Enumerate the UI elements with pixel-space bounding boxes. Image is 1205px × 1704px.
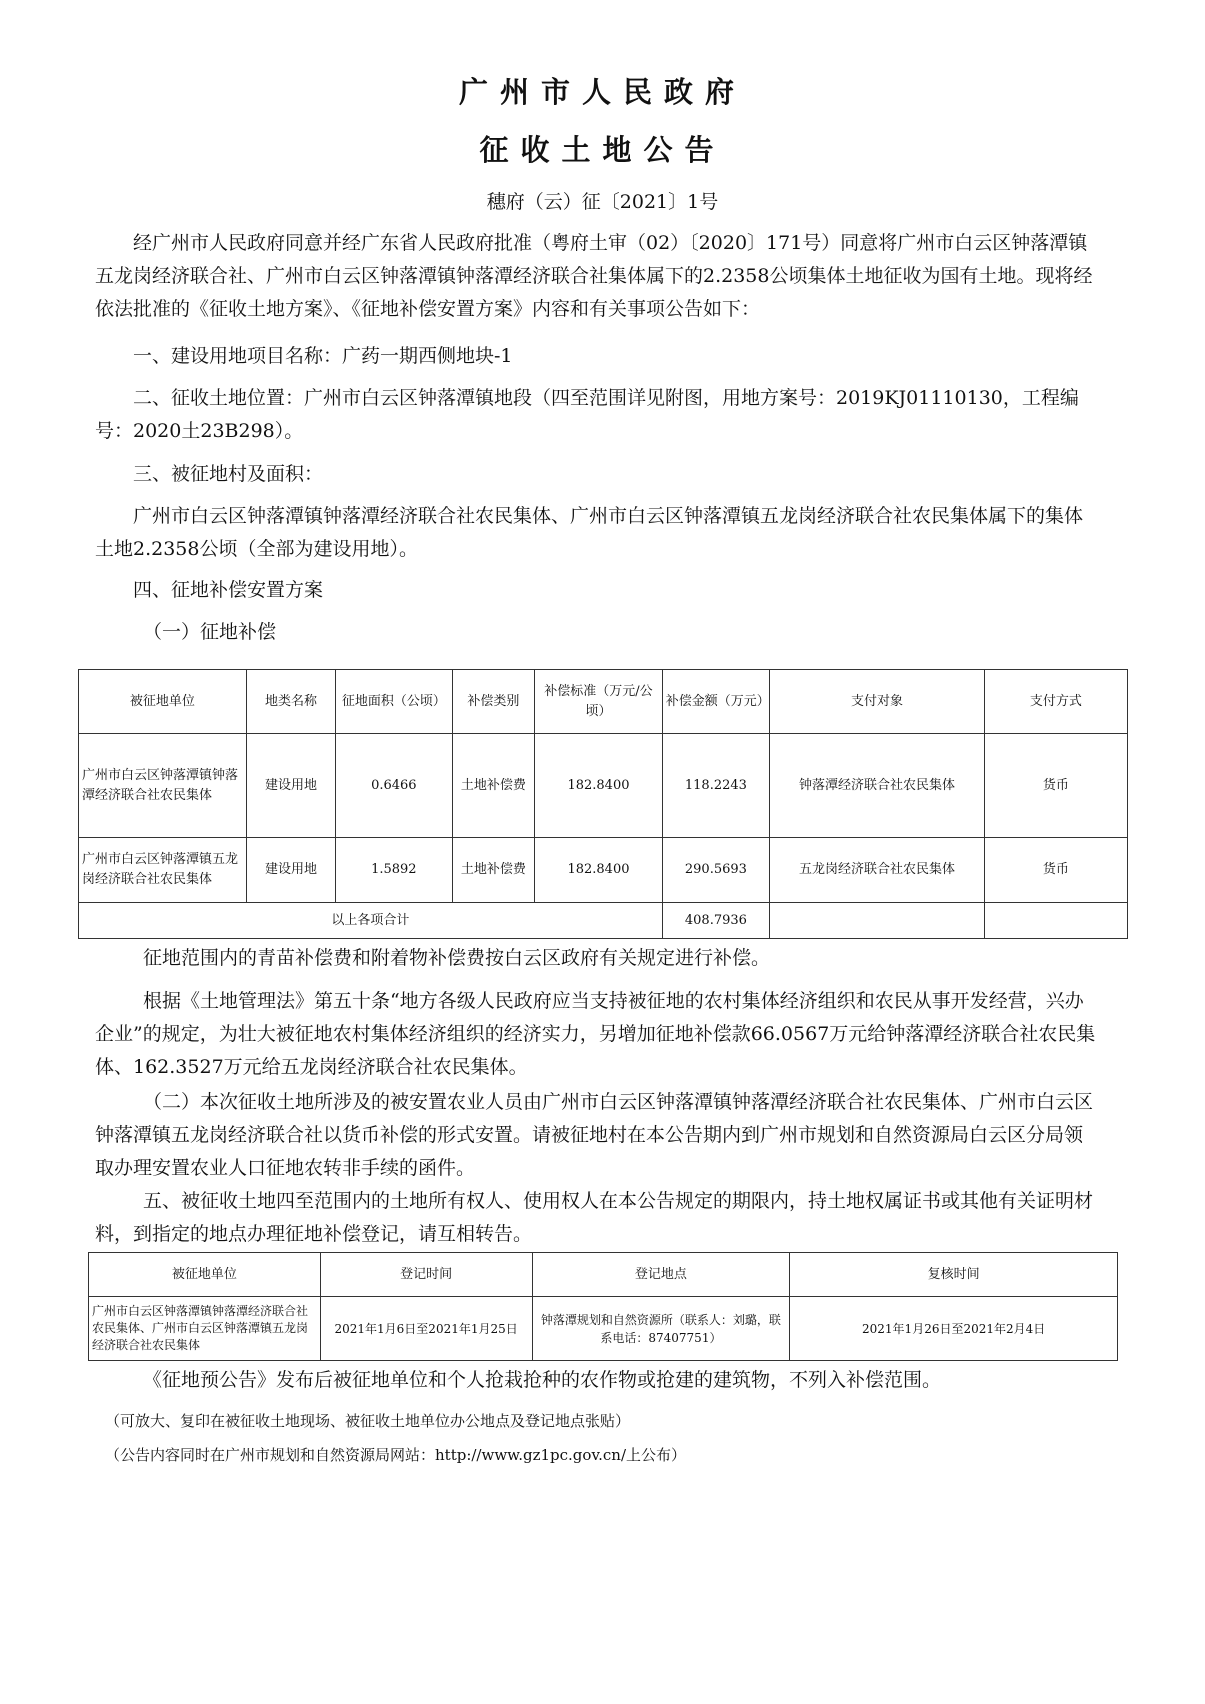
cell-payee: 钟落潭经济联合社农民集体 <box>770 734 985 838</box>
cell-category: 土地补偿费 <box>452 838 535 903</box>
table-row <box>79 734 1128 838</box>
resettlement-paragraph: （二）本次征收土地所涉及的被安置农业人员由广州市白云区钟落潭镇钟落潭经济联合社农民集体、广州市白云区钟落潭镇五龙岗经济联合社以货币补偿的形式安置。请被征地村在本公告期内到广州市规划和自然资源局白云区分局领取办理安置农业人口征地农转非手续的函件。 <box>95 1091 1094 1179</box>
header-cell: 支付对象 <box>770 670 985 734</box>
item-4: 四、征地补偿安置方案 <box>133 579 324 601</box>
header-cell: 补偿标准（万元/公顷） <box>535 670 662 734</box>
table-total-row <box>79 903 1128 939</box>
header-cell: 地类名称 <box>246 670 335 734</box>
cell-payment-method: 货币 <box>984 734 1127 838</box>
item-4-sub-1: （一）征地补偿 <box>143 621 277 643</box>
item-3-detail: 广州市白云区钟落潭镇钟落潭经济联合社农民集体、广州市白云区钟落潭镇五龙岗经济联合社农民集体属下的集体土地2.2358公顷（全部为建设用地）。 <box>95 505 1084 560</box>
header-cell: 支付方式 <box>984 670 1127 734</box>
header-cell: 被征地单位 <box>89 1253 321 1297</box>
header-cell: 补偿金额（万元） <box>662 670 769 734</box>
header-cell: 登记时间 <box>320 1253 532 1297</box>
item-1: 一、建设用地项目名称：广药一期西侧地块-1 <box>133 345 513 367</box>
header-cell: 补偿类别 <box>452 670 535 734</box>
title-line1: 广州市人民政府 <box>458 75 746 109</box>
cell-payee: 五龙岗经济联合社农民集体 <box>770 838 985 903</box>
cell-amount: 118.2243 <box>662 734 769 838</box>
total-label: 以上各项合计 <box>79 903 663 939</box>
doc-number: 穗府（云）征〔2021〕1号 <box>486 191 719 213</box>
crops-paragraph: 征地范围内的青苗补偿费和附着物补偿费按白云区政府有关规定进行补偿。 <box>143 947 771 969</box>
item-2: 二、征收土地位置：广州市白云区钟落潭镇地段（四至范围详见附图，用地方案号：2019KJ01110130，工程编号：2020土23B298）。 <box>95 387 1079 442</box>
table-header-row <box>89 1253 1118 1297</box>
table-row <box>89 1297 1118 1361</box>
header-cell: 复核时间 <box>790 1253 1118 1297</box>
cell-payment-method: 货币 <box>984 838 1127 903</box>
cell-review-time: 2021年1月26日至2021年2月4日 <box>790 1297 1118 1361</box>
item-5: 五、被征收土地四至范围内的土地所有权人、使用权人在本公告规定的期限内，持土地权属证书或其他有关证明材料，到指定的地点办理征地补偿登记，请互相转告。 <box>95 1190 1094 1245</box>
compensation-table <box>78 669 1128 939</box>
cell-category: 土地补偿费 <box>452 734 535 838</box>
cell-reg-time: 2021年1月6日至2021年1月25日 <box>320 1297 532 1361</box>
cell-land-type: 建设用地 <box>246 838 335 903</box>
cell-unit: 广州市白云区钟落潭镇钟落潭经济联合社农民集体、广州市白云区钟落潭镇五龙岗经济联合社农民集体 <box>89 1297 321 1361</box>
title-line2: 征收土地公告 <box>479 133 726 167</box>
table-header-row <box>79 670 1128 734</box>
cell-unit: 广州市白云区钟落潭镇钟落潭经济联合社农民集体 <box>79 734 247 838</box>
total-amount: 408.7936 <box>662 903 769 939</box>
registration-table <box>88 1252 1118 1361</box>
table-row <box>79 838 1128 903</box>
website-note: （公告内容同时在广州市规划和自然资源局网站：http://www.gz1pc.gov.cn/上公布） <box>105 1446 687 1464</box>
empty-cell <box>984 903 1127 939</box>
law-paragraph: 根据《土地管理法》第五十条“地方各级人民政府应当支持被征地的农村集体经济组织和农民从事开发经营，兴办企业”的规定，为壮大被征地农村集体经济组织的经济实力，另增加征地补偿款66.0567万元给钟落潭经济联合社农民集体、162.3527万元给五龙岗经济联合社农民集体。 <box>95 990 1096 1078</box>
cell-area: 0.6466 <box>336 734 452 838</box>
cell-unit: 广州市白云区钟落潭镇五龙岗经济联合社农民集体 <box>79 838 247 903</box>
cell-amount: 290.5693 <box>662 838 769 903</box>
posting-note: （可放大、复印在被征收土地现场、被征收土地单位办公地点及登记地点张贴） <box>105 1412 631 1430</box>
header-cell: 被征地单位 <box>79 670 247 734</box>
cell-land-type: 建设用地 <box>246 734 335 838</box>
intro-paragraph: 经广州市人民政府同意并经广东省人民政府批准（粤府土审（02）〔2020〕171号）同意将广州市白云区钟落潭镇五龙岗经济联合社、广州市白云区钟落潭镇钟落潭经济联合社集体属下的2.2358公顷集体土地征收为国有土地。现将经依法批准的《征收土地方案》、《征地补偿安置方案》内容和有关事项公告如下： <box>95 232 1093 320</box>
cell-reg-place: 钟落潭规划和自然资源所（联系人：刘璐，联系电话：87407751） <box>532 1297 790 1361</box>
pre-notice-paragraph: 《征地预公告》发布后被征地单位和个人抢栽抢种的农作物或抢建的建筑物，不列入补偿范围。 <box>143 1369 942 1391</box>
cell-area: 1.5892 <box>336 838 452 903</box>
item-3: 三、被征地村及面积： <box>133 463 324 485</box>
empty-cell <box>770 903 985 939</box>
cell-standard: 182.8400 <box>535 734 662 838</box>
header-cell: 征地面积（公顷） <box>336 670 452 734</box>
cell-standard: 182.8400 <box>535 838 662 903</box>
header-cell: 登记地点 <box>532 1253 790 1297</box>
